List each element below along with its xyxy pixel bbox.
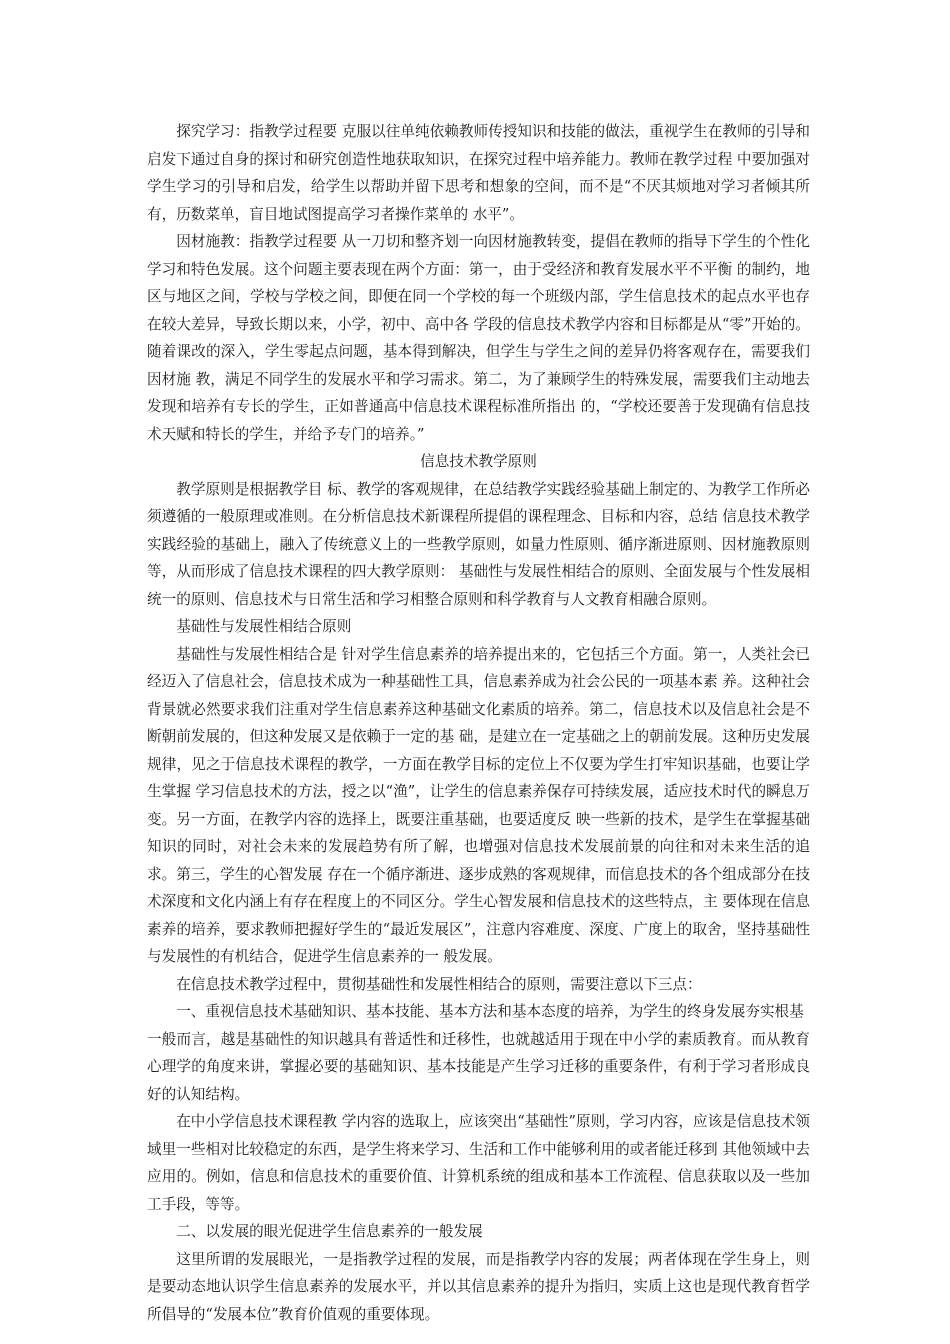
paragraph-teaching-principles: 教学原则是根据教学目 标、教学的客观规律，在总结教学实践经验基础上制定的、为教学工作所必须遵循的一般原理或准则。在分析信息技术新课程所提倡的课程理念、目标和内容，总结 信息技术教学实践经验的基础上，融入了传统意义上的一些教学原则，如量力性原则、循序渐进原则、因材施教原则等，从而形成了信息技术课程的四大教学原则： 基础性与发展性相结合的原则、全面发展与个性发展相统一的原则、信息技术与日常生活和学习相整合原则和科学教育与人文教育相融合原则。 bbox=[147, 480, 810, 608]
paragraph-inquiry-learning: 探究学习：指教学过程要 克服以往单纯依赖教师传授知识和技能的做法，重视学生在教师的引导和启发下通过自身的探讨和研究创造性地获取知识，在探究过程中培养能力。教师在教学过程 中要加强对学生学习的引导和启发，给学生以帮助并留下思考和想象的空间，而不是“不厌其烦地对学习者倾其所有，历数菜单，盲目地试图提高学习者操作菜单的 水平”。 bbox=[147, 123, 810, 223]
paragraph-curriculum-content: 在中小学信息技术课程教 学内容的选取上，应该突出“基础性”原则，学习内容，应该是信息技术领域里一些相对比较稳定的东西，是学生将来学习、生活和工作中能够利用的或者能迁移到 其他领域中去应用的。例如，信息和信息技术的重要价值、计算机系统的组成和基本工作流程、信息获取以及一些加工手段，等等。 bbox=[147, 1113, 810, 1213]
point-two-heading: 二、以发展的眼光促进学生信息素养的一般发展 bbox=[176, 1223, 483, 1240]
paragraph-point-one-body: 一般而言，越是基础性的知识越具有普适性和迁移性，也就越适用于现在中小学的素质教育。而从教育心理学的角度来讲，掌握必要的基础知识、基本技能是产生学习迁移的重要条件，有利于学习者形成良好的认知结构。 bbox=[147, 1030, 810, 1103]
paragraph-basic-development: 基础性与发展性相结合是 针对学生信息素养的培养提出来的，它包括三个方面。第一，人类社会已经迈入了信息社会，信息技术成为一种基础性工具，信息素养成为社会公民的一项基本素 养。这种社会背景就必然要求我们注重对学生信息素养这种基础文化素质的培养。第二，信息技术以及信息社会是不断朝前发展的，但这种发展又是依赖于一定的基 础，是建立在一定基础之上的朝前发展。这种历史发展规律，见之于信息技术课程的教学，一方面在教学目标的定位上不仅要为学生打牢知识基础，也要让学生掌握 学习信息技术的方法，授之以“渔”，让学生的信息素养保存可持续发展，适应技术时代的瞬息万变。另一方面，在教学内容的选择上，既要注重基础，也要适度反 映一些新的技术，是学生在掌握基础知识的同时，对社会未来的发展趋势有所了解，也增强对信息技术发展前景的向往和对未来生活的追求。第三，学生的心智发展 存在一个循序渐进、逐步成熟的客观规律，而信息技术的各个组成部分在技术深度和文化内涵上有存在程度上的不同区分。学生心智发展和信息技术的这些特点，主 要体现在信息素养的培养，要求教师把握好学生的“最近发展区”，注意内容难度、深度、广度上的取舍，坚持基础性与发展性的有机结合，促进学生信息素养的一 般发展。 bbox=[147, 645, 810, 965]
point-one-heading: 一、重视信息技术基础知识、基本技能、基本方法和基本态度的培养，为学生的终身发展夯实根基 bbox=[176, 1003, 804, 1020]
paragraph-individualized-teaching: 因材施教：指教学过程要 从一刀切和整齐划一向因材施教转变，提倡在教师的指导下学生的个性化学习和特色发展。这个问题主要表现在两个方面：第一，由于受经济和教育发展水平不平衡 的制约，地区与地区之间，学校与学校之间，即便在同一个学校的每一个班级内部，学生信息技术的起点水平也存在较大差异，导致长期以来，小学，初中、高中各 学段的信息技术教学内容和目标都是从“零”开始的。随着课改的深入，学生零起点问题，基本得到解决，但学生与学生之间的差异仍将客观存在，需要我们因材施 教，满足不同学生的发展水平和学习需求。第二，为了兼顾学生的特殊发展，需要我们主动地去发现和培养有专长的学生，正如普通高中信息技术课程标准所指出 的，“学校还要善于发现确有信息技术天赋和特长的学生，并给予专门的培养。” bbox=[147, 233, 810, 443]
paragraph-development-view: 这里所谓的发展眼光，一是指教学过程的发展，而是指教学内容的发展；两者体现在学生身上，则是要动态地认识学生信息素养的发展水平，并以其信息素养的提升为指归，实质上这也是现代教育哲学所倡导的“发展本位”教育价值观的重要体现。 bbox=[147, 1250, 810, 1323]
subheading-basic-development-principle: 基础性与发展性相结合原则 bbox=[176, 618, 352, 635]
document-body bbox=[147, 118, 810, 1328]
section-heading-teaching-principles: 信息技术教学原则 bbox=[420, 453, 537, 470]
paragraph-three-points-intro: 在信息技术教学过程中，贯彻基础性和发展性相结合的原则，需要注意以下三点： bbox=[176, 975, 702, 993]
